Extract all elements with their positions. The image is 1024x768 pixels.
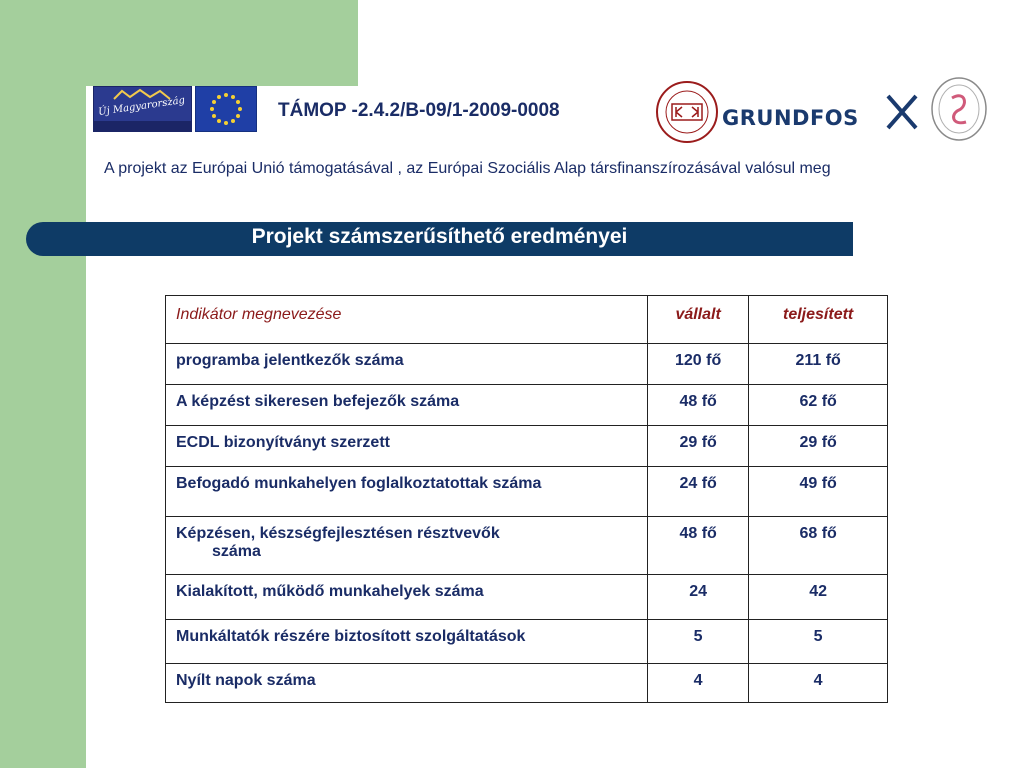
- grundfos-logo: [722, 92, 922, 132]
- title-bar: [26, 222, 853, 256]
- eu-stars-icon: [196, 87, 256, 131]
- committed-value: 4: [693, 672, 703, 689]
- indicator-name: Munkáltatók részére biztosított szolgáltatások: [176, 628, 526, 645]
- grundfos-x-icon: [886, 94, 918, 130]
- achieved-value: 42: [809, 583, 828, 600]
- page-title: Projekt számszerűsíthető eredményei: [251, 225, 628, 248]
- indicator-name-continued: száma: [212, 543, 261, 560]
- project-code: TÁMOP -2.4.2/B-09/1-2009-0008: [278, 100, 560, 121]
- achieved-value: 49 fő: [799, 475, 837, 492]
- table-row: [166, 467, 888, 517]
- indicator-name: programba jelentkezők száma: [176, 352, 404, 369]
- achieved-value: 5: [813, 628, 823, 645]
- achieved-value: 62 fő: [799, 393, 837, 410]
- indicator-name: A képzést sikeresen befejezők száma: [176, 393, 460, 410]
- results-table: [165, 295, 888, 703]
- oval-seal-icon: [930, 76, 988, 142]
- top-green-band: [86, 0, 358, 86]
- uj-magyarorszag-logo: [93, 86, 192, 132]
- committed-value: 24: [689, 583, 708, 600]
- indicator-name: Nyílt napok száma: [176, 672, 316, 689]
- left-green-band: [0, 0, 86, 768]
- achieved-value: 4: [813, 672, 823, 689]
- eu-flag-logo: [195, 86, 257, 132]
- header-indicator: Indikátor megnevezése: [176, 306, 342, 323]
- grundfos-logo-text: GRUNDFOS: [722, 106, 859, 130]
- committed-value: 48 fő: [679, 393, 717, 410]
- indicator-name: Képzésen, készségfejlesztésen résztvevők: [176, 525, 500, 542]
- committed-value: 29 fő: [679, 434, 717, 451]
- achieved-value: 68 fő: [799, 525, 837, 542]
- table-row: [166, 385, 888, 426]
- committed-value: 5: [693, 628, 703, 645]
- committed-value: 24 fő: [679, 475, 717, 492]
- achieved-value: 211 fő: [795, 352, 841, 369]
- table-row: [166, 575, 888, 620]
- funding-statement: A projekt az Európai Unió támogatásával , az Európai Szociális Alap társfinanszírozásával valósul meg: [104, 160, 831, 177]
- uj-magyarorszag-logo-text: Új Magyarország: [97, 94, 186, 119]
- table-row: [166, 664, 888, 703]
- konzorcium-seal-icon: [655, 80, 719, 144]
- committed-value: 48 fő: [679, 525, 717, 542]
- indicator-name: Befogadó munkahelyen foglalkoztatottak száma: [176, 475, 542, 492]
- header-committed: vállalt: [675, 306, 721, 323]
- table-row: [166, 344, 888, 385]
- table-row: [166, 620, 888, 664]
- table-row: [166, 517, 888, 575]
- indicator-name: ECDL bizonyítványt szerzett: [176, 434, 390, 451]
- committed-value: 120 fő: [675, 352, 722, 369]
- header-achieved: teljesített: [783, 306, 854, 323]
- achieved-value: 29 fő: [799, 434, 837, 451]
- table-header-row: [166, 296, 888, 344]
- indicator-name: Kialakított, működő munkahelyek száma: [176, 583, 484, 600]
- table-row: [166, 426, 888, 467]
